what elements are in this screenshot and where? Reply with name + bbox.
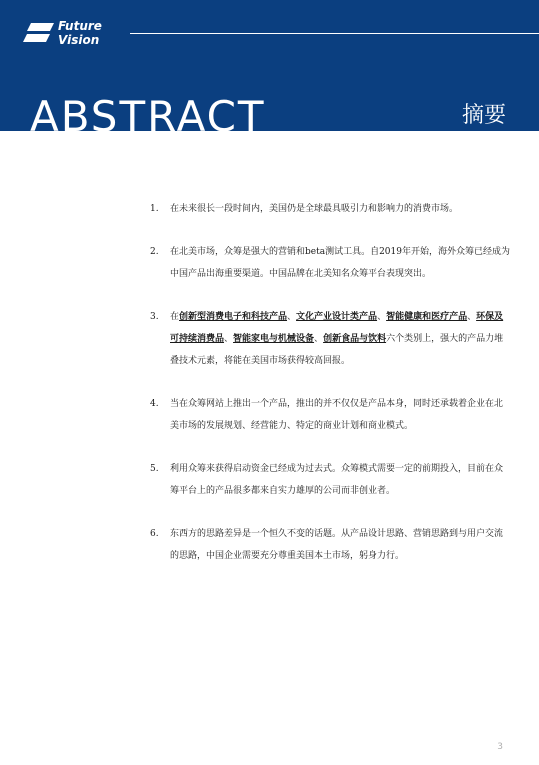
item-text: 利用众筹来获得启动资金已经成为过去式。众筹模式需要一定的前期投入，目前在众筹平台上的产品很多都来自实力雄厚的公司而非创业者。 xyxy=(170,464,504,496)
highlight-category: 创新型消费电子和科技产品 xyxy=(179,312,288,322)
separator: 、 xyxy=(467,312,477,322)
item-number: 3. xyxy=(150,312,159,322)
highlight-category: 文化产业设计类产品 xyxy=(296,312,378,322)
item-text: 在北美市场，众筹是强大的营销和beta测试工具。自2019年开始，海外众筹已经成为中国产品出海重要渠道。中国品牌在北美知名众筹平台表现突出。 xyxy=(170,247,510,279)
list-item xyxy=(150,198,510,220)
item-number: 2. xyxy=(150,247,159,257)
list-item xyxy=(150,393,510,437)
separator: 、 xyxy=(224,334,234,344)
item-number: 5. xyxy=(150,464,159,474)
page-title-zh: 摘要 xyxy=(461,103,506,128)
header-divider xyxy=(130,33,539,34)
highlight-category: 创新食品与饮料 xyxy=(323,334,387,344)
item-text-suffix: 六个类别上，强大的产品力堆叠技术元素，将能在美国市场获得较高回报。 xyxy=(170,334,504,366)
list-item xyxy=(150,306,510,372)
item-text: 东西方的思路差异是一个恒久不变的话题。从产品设计思路、营销思路到与用户交流的思路，中国企业需要充分尊重美国本土市场，躬身力行。 xyxy=(170,529,504,561)
abstract-list xyxy=(150,198,510,588)
item-text-prefix: 在 xyxy=(170,312,180,322)
item-number: 1. xyxy=(150,204,159,214)
highlight-category: 智能健康和医疗产品 xyxy=(386,312,468,322)
item-text: 当在众筹网站上推出一个产品，推出的并不仅仅是产品本身，同时还承载着企业在北美市场的发展规划、经营能力、特定的商业计划和商业模式。 xyxy=(170,399,504,431)
separator: 、 xyxy=(314,334,324,344)
header-banner xyxy=(0,0,539,131)
list-item xyxy=(150,458,510,502)
separator: 、 xyxy=(287,312,297,322)
brand-logo xyxy=(23,19,123,49)
logo-text xyxy=(58,19,102,47)
page-number: 3 xyxy=(497,742,503,752)
list-item xyxy=(150,241,510,285)
logo-line-2: Vision xyxy=(58,33,100,47)
logo-mark-icon xyxy=(23,23,55,43)
highlight-category: 智能家电与机械设备 xyxy=(233,334,315,344)
separator: 、 xyxy=(377,312,387,322)
item-number: 4. xyxy=(150,399,159,409)
page-title-en: ABSTRACT xyxy=(30,92,266,131)
logo-line-1: Future xyxy=(58,19,102,33)
item-number: 6. xyxy=(150,529,159,539)
list-item xyxy=(150,523,510,567)
highlight-category: 环保及可持续消费品 xyxy=(170,312,504,344)
item-text: 在未来很长一段时间内，美国仍是全球最具吸引力和影响力的消费市场。 xyxy=(170,204,459,214)
